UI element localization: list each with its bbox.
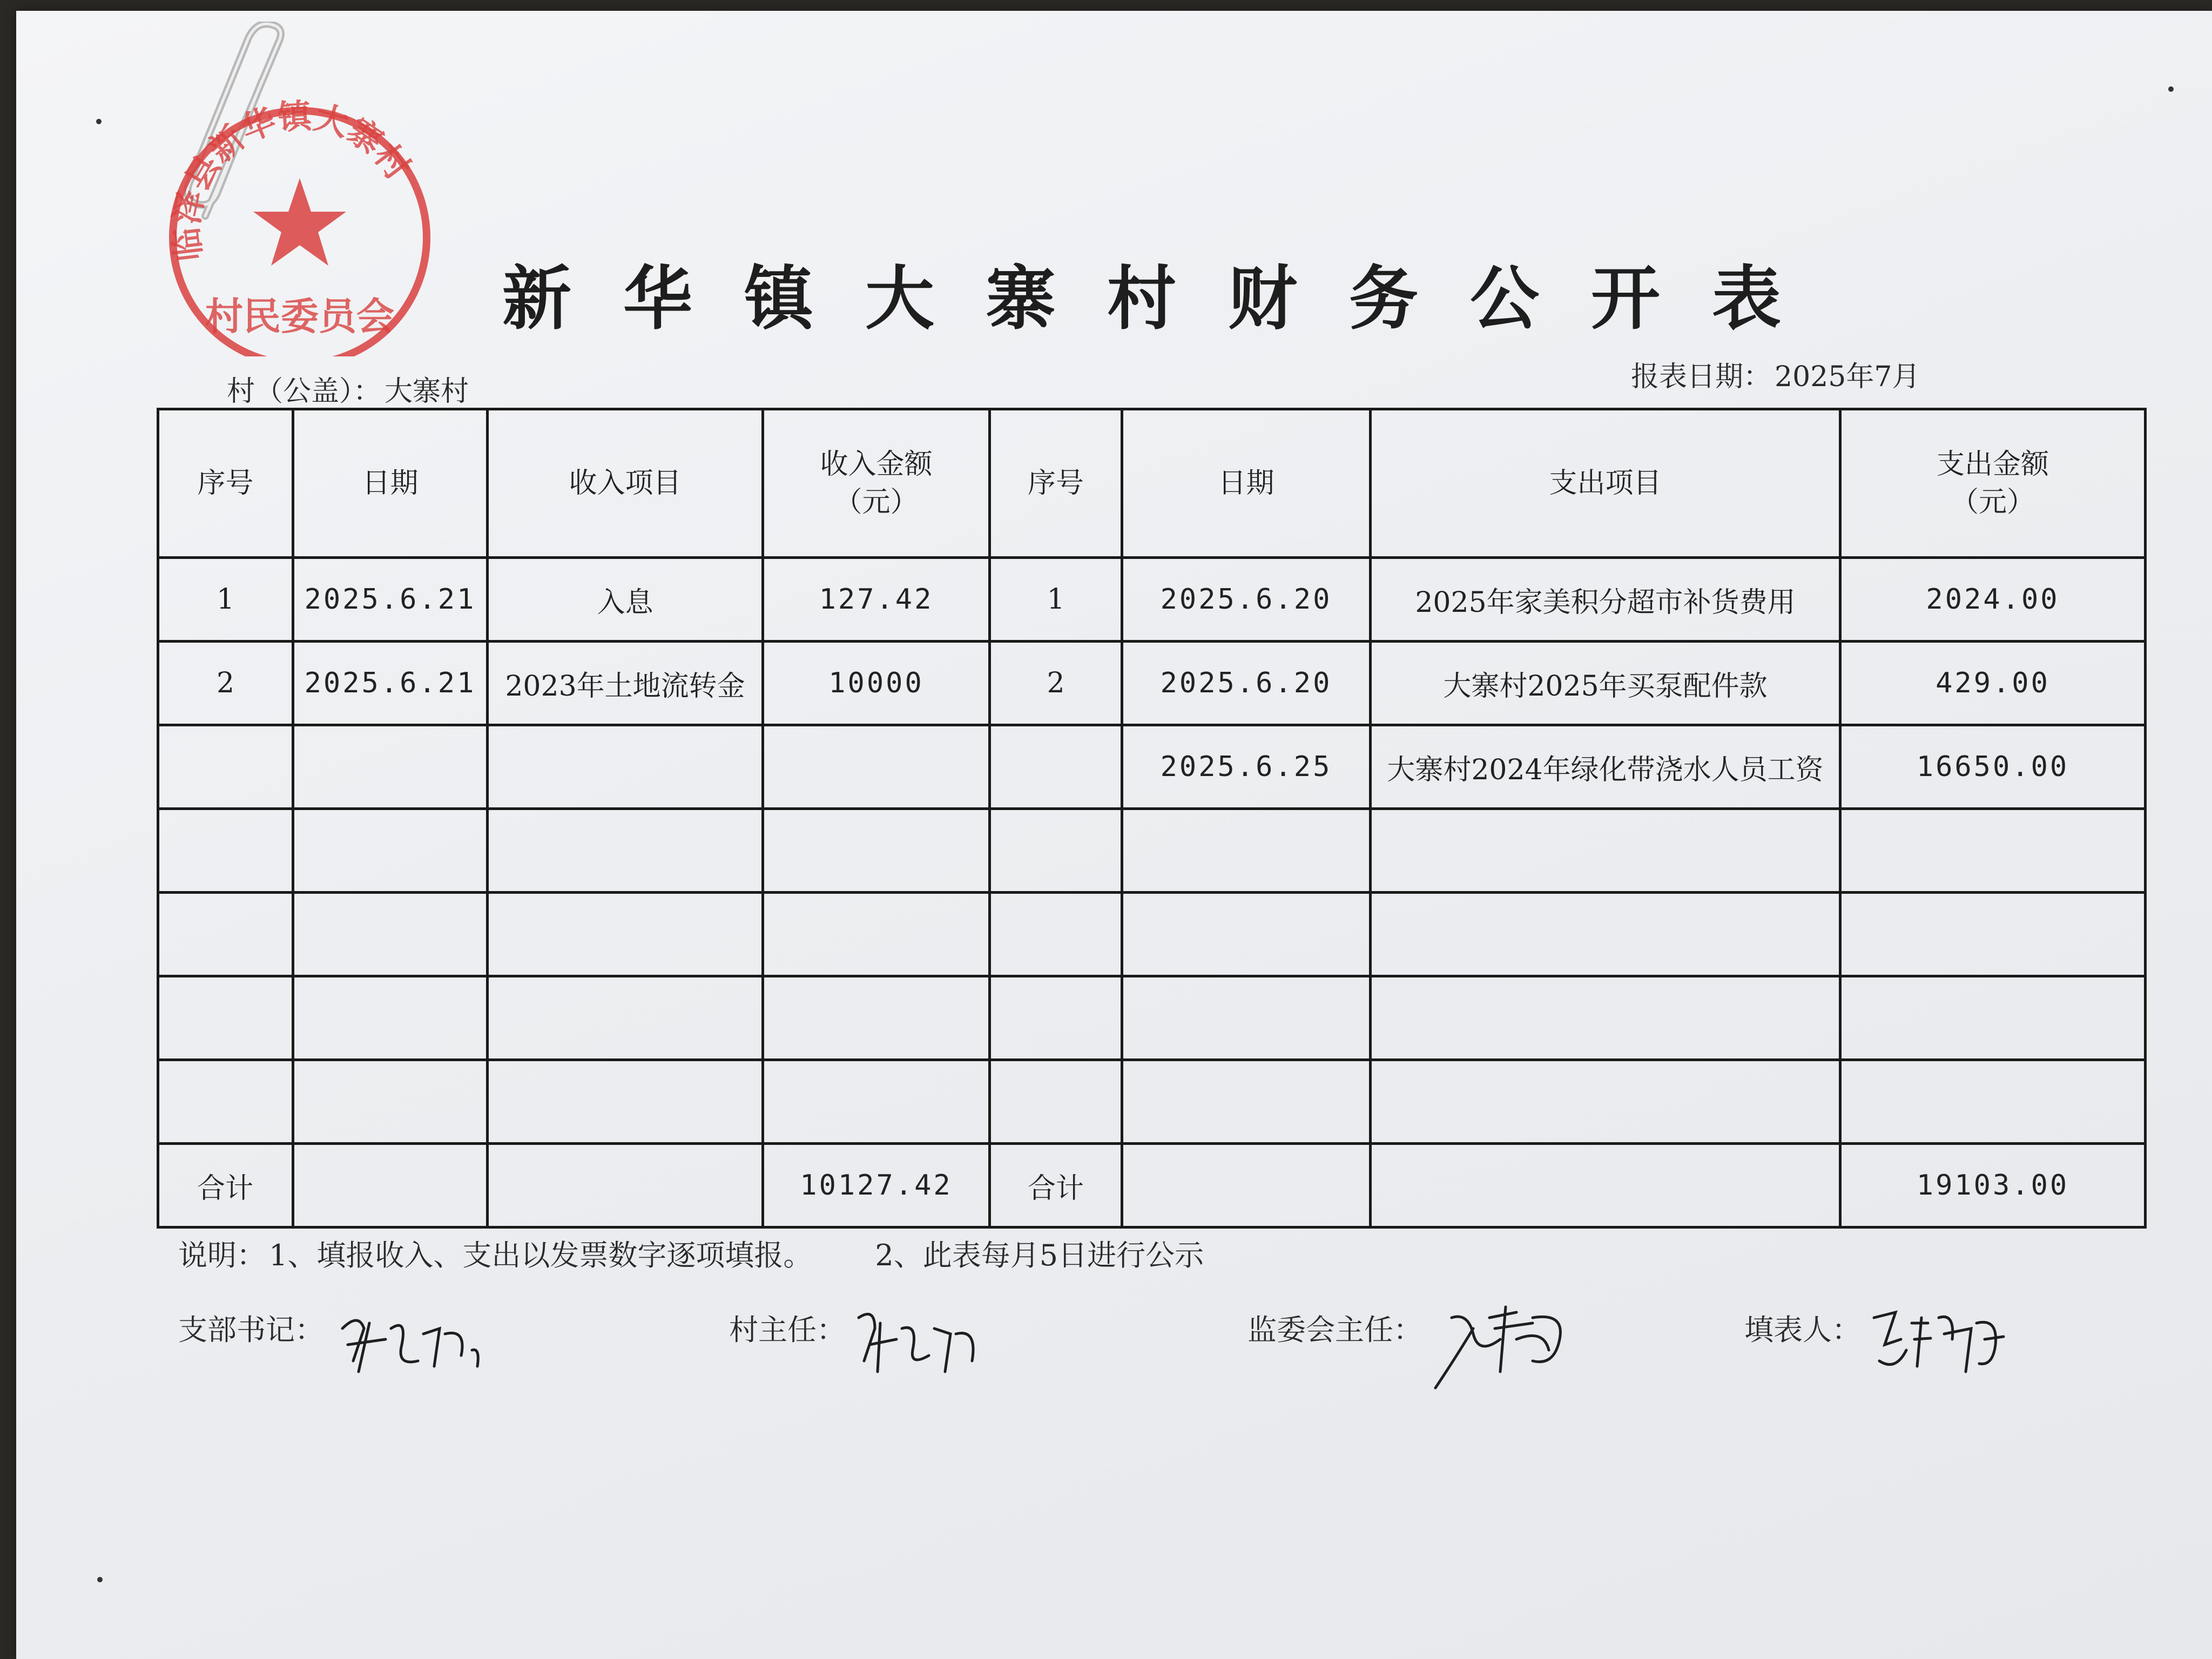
header-expense-no: 序号 xyxy=(990,409,1122,558)
expense-item-cell xyxy=(1371,893,1840,976)
expense-amount-cell: 16650.00 xyxy=(1840,725,2146,809)
income-item-cell xyxy=(488,1060,763,1144)
report-date-label: 报表日期： xyxy=(1631,361,1772,393)
income-amount-cell: 127.42 xyxy=(763,558,990,642)
official-seal-stamp xyxy=(151,97,443,356)
income-amount-cell xyxy=(763,809,990,893)
village-label: 村（公盖）： xyxy=(227,375,382,408)
expense-no-cell: 2 xyxy=(990,642,1122,725)
expense-no-cell xyxy=(990,725,1122,809)
village-name: 大寨村 xyxy=(385,375,469,408)
expense-date-cell xyxy=(1122,976,1371,1060)
header-expense-amount xyxy=(1840,409,2146,558)
expense-amount-cell xyxy=(1840,809,2146,893)
expense-item-cell xyxy=(1371,1060,1840,1144)
income-item-cell: 2023年土地流转金 xyxy=(488,642,763,725)
empty-cell xyxy=(488,1144,763,1228)
expense-date-cell xyxy=(1122,893,1371,976)
expense-amount-cell: 429.00 xyxy=(1840,642,2146,725)
totals-row xyxy=(158,1144,2146,1228)
table-row xyxy=(158,558,2146,642)
header-income-amount-line2: （元） xyxy=(834,486,919,518)
income-amount-cell: 10000 xyxy=(763,642,990,725)
income-no-cell xyxy=(158,725,293,809)
handwritten-signature xyxy=(1425,1296,1587,1404)
report-date-value: 2025年7月 xyxy=(1775,361,1920,393)
paper-speck xyxy=(97,1577,103,1582)
table-row xyxy=(158,809,2146,893)
header-expense-amount-line1: 支出金额 xyxy=(1936,448,2049,481)
income-item-cell xyxy=(488,725,763,809)
income-date-cell: 2025.6.21 xyxy=(293,642,488,725)
expense-item-cell xyxy=(1371,976,1840,1060)
supervisor-label: 监委会主任： xyxy=(1247,1313,1422,1347)
income-no-cell xyxy=(158,893,293,976)
branch-secretary-signature xyxy=(178,1296,488,1388)
header-expense-item: 支出项目 xyxy=(1371,409,1840,558)
header-income-amount xyxy=(763,409,990,558)
income-amount-cell xyxy=(763,976,990,1060)
svg-text:临泽县新华镇大寨村: 临泽县新华镇大寨村 xyxy=(166,97,419,264)
header-expense-date: 日期 xyxy=(1122,409,1371,558)
handwritten-signature xyxy=(848,1296,988,1388)
income-no-cell: 2 xyxy=(158,642,293,725)
notes-line xyxy=(178,1232,1204,1274)
svg-text:村民委员会: 村民委员会 xyxy=(205,294,394,339)
expense-item-cell: 2025年家美积分超市补货费用 xyxy=(1371,558,1840,642)
empty-cell xyxy=(293,1144,488,1228)
income-no-cell xyxy=(158,976,293,1060)
expense-no-cell xyxy=(990,976,1122,1060)
handwritten-signature xyxy=(1863,1296,2014,1388)
header-income-item: 收入项目 xyxy=(488,409,763,558)
income-item-cell xyxy=(488,976,763,1060)
document-page xyxy=(16,11,2212,1659)
signature-row xyxy=(178,1296,2014,1415)
expense-date-cell xyxy=(1122,1060,1371,1144)
paper-speck xyxy=(2168,86,2174,92)
table-row xyxy=(158,893,2146,976)
paper-speck xyxy=(96,119,102,124)
expense-total-amount: 19103.00 xyxy=(1840,1144,2146,1228)
expense-total-label: 合计 xyxy=(990,1144,1122,1228)
income-no-cell xyxy=(158,1060,293,1144)
header-income-date: 日期 xyxy=(293,409,488,558)
income-date-cell xyxy=(293,976,488,1060)
note-1: 1、填报收入、支出以发票数字逐项填报。 xyxy=(269,1238,813,1272)
expense-no-cell xyxy=(990,893,1122,976)
preparer-label: 填表人： xyxy=(1744,1313,1861,1347)
expense-date-cell xyxy=(1122,809,1371,893)
village-field xyxy=(227,368,469,409)
note-2: 2、此表每月5日进行公示 xyxy=(875,1238,1204,1272)
expense-date-cell: 2025.6.20 xyxy=(1122,642,1371,725)
supervisor-signature xyxy=(1247,1296,1587,1404)
income-item-cell: 入息 xyxy=(488,558,763,642)
report-date-field xyxy=(1631,354,1920,394)
income-date-cell xyxy=(293,1060,488,1144)
branch-secretary-label: 支部书记： xyxy=(178,1313,324,1347)
expense-item-cell xyxy=(1371,809,1840,893)
income-no-cell xyxy=(158,809,293,893)
expense-item-cell: 大寨村2025年买泵配件款 xyxy=(1371,642,1840,725)
expense-item-cell: 大寨村2024年绿化带浇水人员工资 xyxy=(1371,725,1840,809)
seal-star-icon xyxy=(253,178,346,266)
handwritten-signature xyxy=(326,1296,488,1388)
income-date-cell: 2025.6.21 xyxy=(293,558,488,642)
table-row xyxy=(158,725,2146,809)
income-total-amount: 10127.42 xyxy=(763,1144,990,1228)
expense-date-cell: 2025.6.20 xyxy=(1122,558,1371,642)
expense-amount-cell xyxy=(1840,976,2146,1060)
expense-no-cell: 1 xyxy=(990,558,1122,642)
income-item-cell xyxy=(488,809,763,893)
income-amount-cell xyxy=(763,893,990,976)
income-date-cell xyxy=(293,893,488,976)
income-no-cell: 1 xyxy=(158,558,293,642)
header-income-amount-line1: 收入金额 xyxy=(820,448,933,481)
empty-cell xyxy=(1371,1144,1840,1228)
table-row xyxy=(158,1060,2146,1144)
village-director-label: 村主任： xyxy=(729,1313,846,1347)
finance-table xyxy=(157,408,2147,1229)
page-title: 新华镇大寨村财务公开表 xyxy=(502,258,1833,339)
income-total-label: 合计 xyxy=(158,1144,293,1228)
header-expense-amount-line2: （元） xyxy=(1950,486,2035,518)
preparer-signature xyxy=(1744,1296,2014,1388)
expense-no-cell xyxy=(990,809,1122,893)
expense-amount-cell xyxy=(1840,1060,2146,1144)
village-director-signature xyxy=(729,1296,988,1388)
empty-cell xyxy=(1122,1144,1371,1228)
income-item-cell xyxy=(488,893,763,976)
expense-date-cell: 2025.6.25 xyxy=(1122,725,1371,809)
table-row xyxy=(158,976,2146,1060)
header-income-no: 序号 xyxy=(158,409,293,558)
expense-amount-cell xyxy=(1840,893,2146,976)
notes-prefix: 说明： xyxy=(178,1238,266,1272)
expense-amount-cell: 2024.00 xyxy=(1840,558,2146,642)
table-header-row xyxy=(158,409,2146,558)
expense-no-cell xyxy=(990,1060,1122,1144)
income-amount-cell xyxy=(763,1060,990,1144)
income-date-cell xyxy=(293,725,488,809)
income-date-cell xyxy=(293,809,488,893)
table-row xyxy=(158,642,2146,725)
income-amount-cell xyxy=(763,725,990,809)
